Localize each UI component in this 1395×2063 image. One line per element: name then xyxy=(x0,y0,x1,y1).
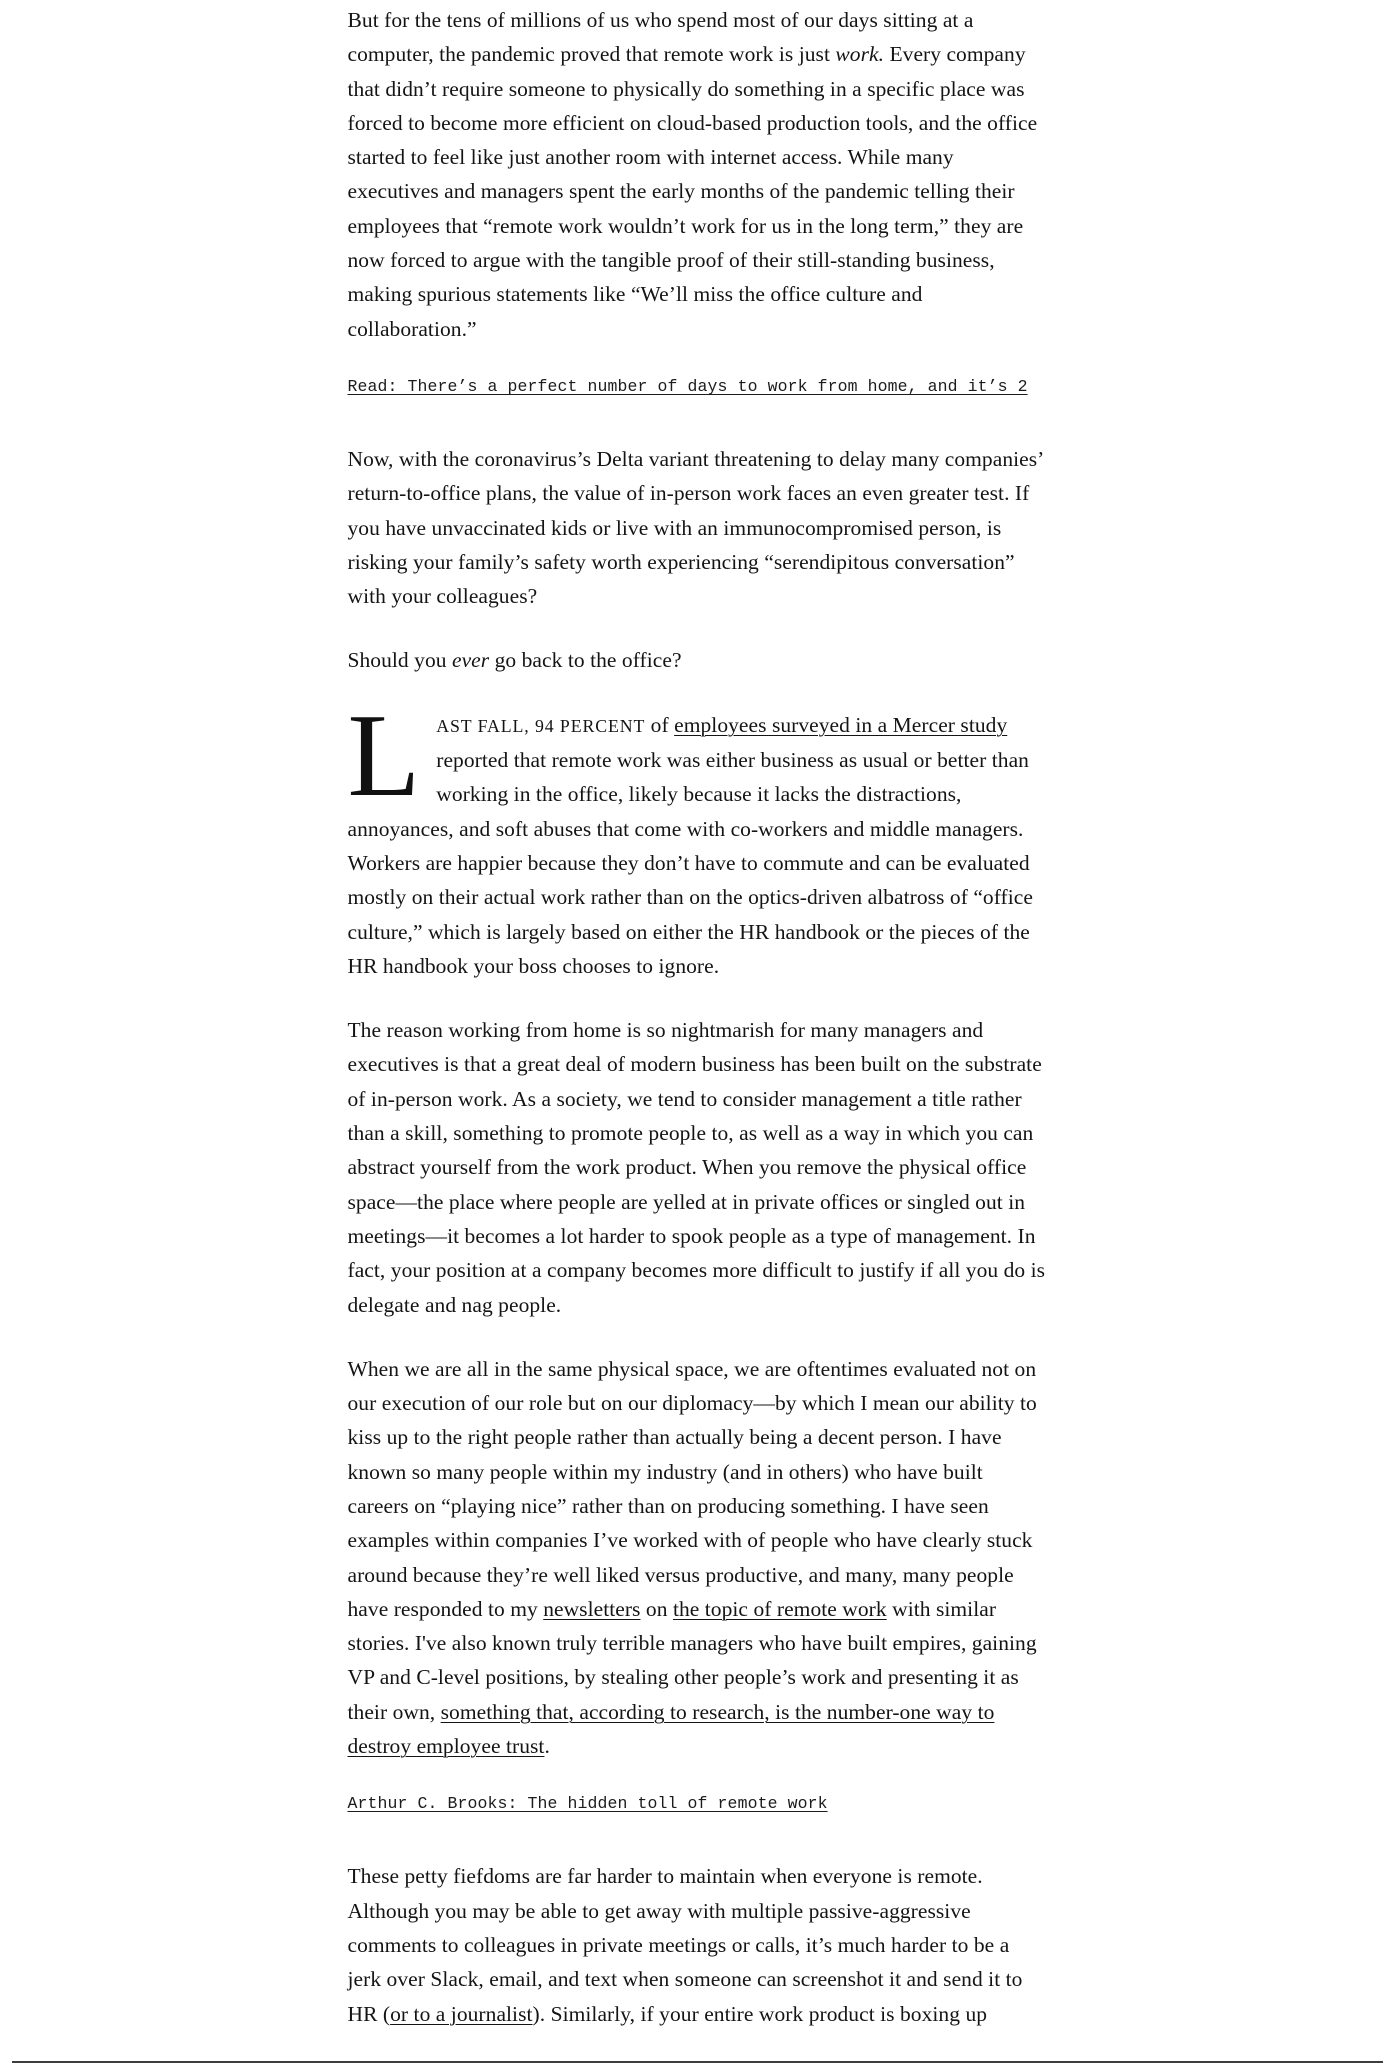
paragraph xyxy=(348,1013,1048,1322)
dropcap-paragraph xyxy=(347,688,1048,983)
related-read-link[interactable]: Read: There’s a perfect number of days to work from home, and it’s 2 xyxy=(347,376,1028,396)
related-read-link[interactable]: Arthur C. Brooks: The hidden toll of remote work xyxy=(347,1794,828,1814)
paragraph xyxy=(348,442,1048,613)
article-body xyxy=(348,0,1048,2031)
paragraph-text: Now, with the coronavirus’s Delta variant threatening to delay many companies’ return-to-office plans, the value of in-person work faces an even greater test. If you have unvaccinated kids or live with an immunocompromised person, is risking your family’s safety worth experiencing “serendipitous conversation” with your colleagues? xyxy=(347,446,1043,609)
paragraph xyxy=(348,1859,1048,2030)
paragraph-text: Every company that didn’t require someone to physically do something in a specific place was forced to become more efficient on cloud-based production tools, and the office started to feel like just another room with internet access. While many executives and managers spent the early months of the pandemic telling their employees that “remote work wouldn’t work for us in the long term,” they are now forced to argue with the tangible proof of their still-standing business, making spurious statements like “We’ll miss the office culture and collaboration.” xyxy=(347,42,1038,341)
newsletters-link[interactable]: newsletters xyxy=(543,1596,641,1621)
paragraph-text: . xyxy=(544,1734,550,1759)
smallcaps-text: AST FALL, 94 PERCENT xyxy=(436,715,646,736)
italic-text: ever xyxy=(451,648,490,673)
related-read-block xyxy=(348,1793,1048,1815)
journalist-link[interactable]: or to a journalist xyxy=(390,2001,533,2026)
remote-work-topic-link[interactable]: the topic of remote work xyxy=(672,1596,887,1621)
italic-text: work. xyxy=(835,42,885,67)
paragraph-text: go back to the office? xyxy=(489,648,682,673)
paragraph xyxy=(348,3,1048,346)
paragraph-text: Should you xyxy=(347,648,452,673)
drop-cap-letter: L xyxy=(347,688,421,821)
paragraph-text: These petty fiefdoms are far harder to maintain when everyone is remote. Although you may be able to get away with multiple passive-aggressive comments to colleagues in private meetings or calls, it’s much harder to be a jerk over Slack, email, and text when someone can screenshot it and send it to HR ( xyxy=(347,1864,1023,2026)
related-read-block xyxy=(348,376,1048,398)
paragraph-text: on xyxy=(640,1596,673,1621)
paragraph-text: reported that remote work was either business as usual or better than working in the office, likely because it lacks the distractions, annoyances, and soft abuses that come with co-workers and middle managers. Workers are happier because they don’t have to commute and can be evaluated mostly on their actual work rather than on the optics-driven albatross of “office culture,” which is largely based on either the HR handbook or the pieces of the HR handbook your boss chooses to ignore. xyxy=(347,748,1033,978)
paragraph-text: But for the tens of millions of us who spend most of our days sitting at a computer, the pandemic proved that remote work is just xyxy=(347,8,974,67)
paragraph xyxy=(348,643,1048,677)
paragraph-text: of xyxy=(645,712,675,737)
research-employee-trust-link[interactable]: something that, according to research, is the number-one way to destroy employee trust xyxy=(347,1699,995,1759)
paragraph-text: ). Similarly, if your entire work product is boxing up xyxy=(532,2001,988,2026)
paragraph-text: When we are all in the same physical space, we are oftentimes evaluated not on our execution of our role but on our diplomacy—by which I mean our ability to kiss up to the right people rather than actually being a decent person. I have known so many people within my industry (and in others) who have built careers on “playing nice” rather than on producing something. I have seen examples within companies I’ve worked with of people who have clearly stuck around because they’re well liked versus productive, and many, many people have responded to my xyxy=(347,1356,1037,1621)
mercer-study-link[interactable]: employees surveyed in a Mercer study xyxy=(674,712,1008,737)
paragraph-text: with similar stories. I've also known truly terrible managers who have built empires, gaining VP and C-level positions, by stealing other people’s work and presenting it as their own, xyxy=(347,1596,1037,1724)
paragraph xyxy=(348,1352,1048,1764)
paragraph-text: The reason working from home is so nightmarish for many managers and executives is that a great deal of modern business has been built on the substrate of in-person work. As a society, we tend to consider management a title rather than a skill, something to promote people to, as well as a way in which you can abstract yourself from the work product. When you remove the physical office space—the place where people are yelled at in private offices or singled out in meetings—it becomes a lot harder to spook people as a type of management. In fact, your position at a company becomes more difficult to justify if all you do is delegate and nag people. xyxy=(347,1018,1046,1317)
